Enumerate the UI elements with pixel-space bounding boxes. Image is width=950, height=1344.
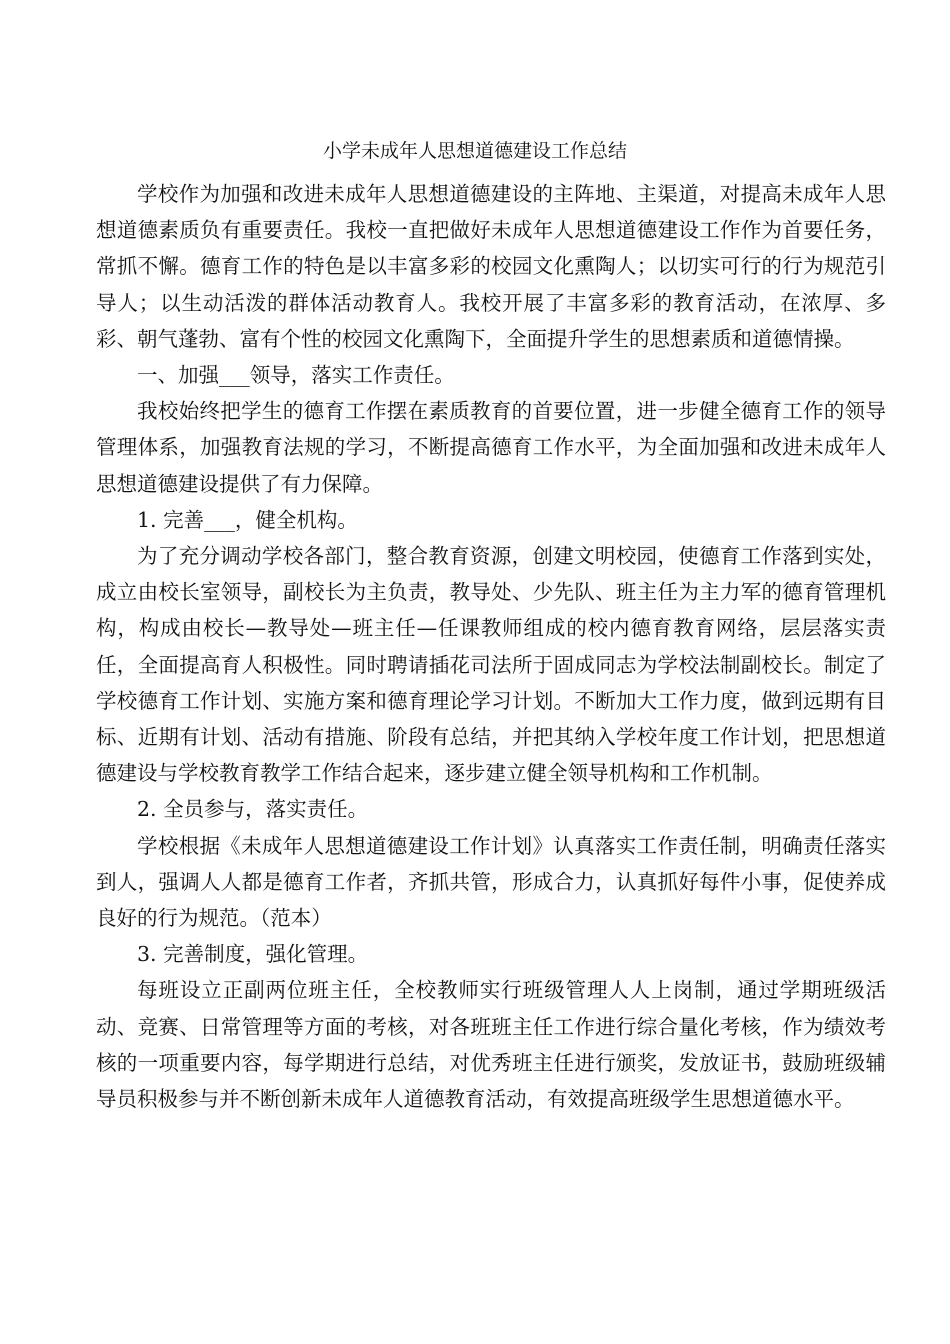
section-heading-1: 一、加强___领导，落实工作责任。 — [137, 363, 455, 388]
paragraph-subsection-2: 学校根据《未成年人思想道德建设工作计划》认真落实工作责任制，明确责任落实到人，强调人人都是德育工作者，齐抓共管，形成合力，认真抓好每件小事，促使养成良好的行为规范。（范本） — [96, 833, 886, 931]
paragraph-section-1: 我校始终把学生的德育工作摆在素质教育的首要位置，进一步健全德育工作的领导管理体系，加强教育法规的学习，不断提高德育工作水平，为全面加强和改进未成年人思想道德建设提供了有力保障。 — [96, 399, 886, 496]
subheading-2: 2. 全员参与，落实责任。 — [137, 797, 369, 822]
paragraph-subsection-1: 为了充分调动学校各部门，整合教育资源，创建文明校园，使德育工作落到实处，成立由校长室领导，副校长为主负责，教导处、少先队、班主任为主力军的德育管理机构，构成由校长—教导处—班主任—任课教师组成的校内德育教育网络，层层落实责任，全面提高育人积极性。同时聘请插花司法所于固成同志为学校法制副校长。制定了学校德育工作计划、实施方案和德育理论学习计划。不断加大工作力度，做到远期有目标、近期有计划、活动有措施、阶段有总结，并把其纳入学校年度工作计划，把思想道德建设与学校教育教学工作结合起来，逐步建立健全领导机构和工作机制。 — [96, 544, 886, 786]
subheading-3: 3. 完善制度，强化管理。 — [137, 942, 369, 967]
paragraph-intro: 学校作为加强和改进未成年人思想道德建设的主阵地、主渠道，对提高未成年人思想道德素质负有重要责任。我校一直把做好未成年人思想道德建设工作作为首要任务，常抓不懈。德育工作的特色是以丰富多彩的校园文化熏陶人；以切实可行的行为规范引导人；以生动活泼的群体活动教育人。我校开展了丰富多彩的教育活动，在浓厚、多彩、朝气蓬勃、富有个性的校园文化熏陶下，全面提升学生的思想素质和道德情操。 — [96, 182, 886, 351]
document-body — [96, 176, 886, 1117]
paragraph-subsection-3: 每班设立正副两位班主任，全校教师实行班级管理人人上岗制，通过学期班级活动、竞赛、日常管理等方面的考核，对各班班主任工作进行综合量化考核，作为绩效考核的一项重要内容，每学期进行总结，对优秀班主任进行颁奖，发放证书，鼓励班级辅导员积极参与并不断创新未成年人道德教育活动，有效提高班级学生思想道德水平。 — [96, 978, 886, 1112]
subheading-1: 1. 完善___，健全机构。 — [137, 507, 358, 532]
document-title: 小学未成年人思想道德建设工作总结 — [322, 140, 627, 162]
